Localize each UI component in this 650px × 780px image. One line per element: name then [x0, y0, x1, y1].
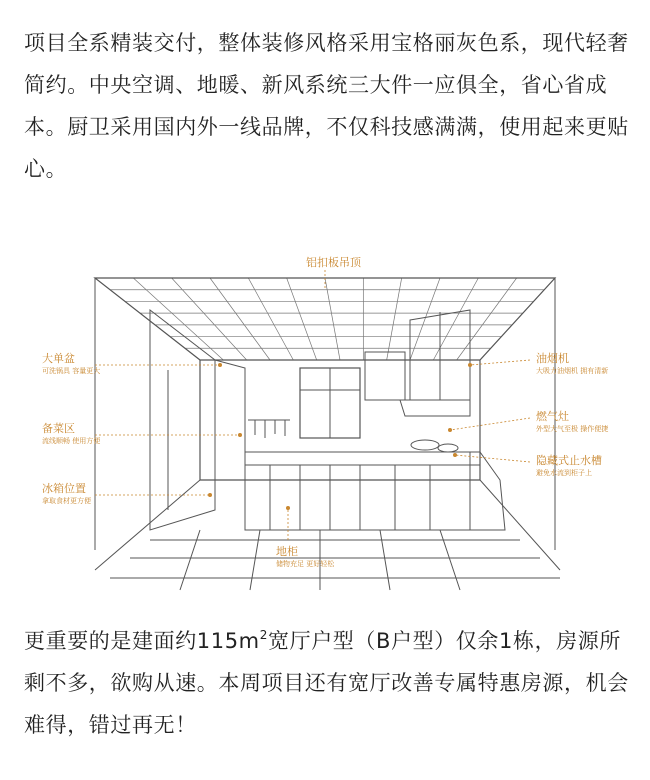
prep-area-sub: 流线顺畅 使用方便 — [42, 437, 101, 445]
backflow-sink-label: 隐藏式止水槽 — [536, 454, 602, 467]
ceiling-grid — [95, 278, 555, 360]
ceiling-label: 铝扣板吊顶 — [306, 256, 361, 269]
floor-cabinet-sub: 储物充足 更好轻松 — [276, 560, 335, 568]
floor-cabinet-label: 地柜 — [276, 545, 298, 558]
stove-sub: 外型大气至极 操作便捷 — [536, 425, 609, 433]
outro-text-before: 更重要的是建面约115m — [24, 629, 260, 653]
prep-area-label: 备菜区 — [42, 422, 75, 435]
hood-sub: 大吸力油烟机 拥有清新 — [536, 367, 609, 375]
sink-large-label: 大单盆 — [42, 352, 75, 365]
outro-paragraph — [24, 620, 632, 746]
outro-text-after: 宽厅户型（B户型）仅余1栋，房源所剩不多，欲购从速。本周项目还有宽厅改善专属特惠房源，机会难得，错过再无！ — [24, 629, 629, 737]
superscript-2: 2 — [259, 628, 268, 642]
fridge-label: 冰箱位置 — [42, 482, 86, 495]
sink-large-sub: 可洗锅具 容量更大 — [42, 367, 101, 375]
fridge-sub: 拿取食材更方便 — [42, 497, 91, 505]
hood-label: 油烟机 — [536, 352, 569, 365]
backflow-sink-sub: 避免水流到柜子上 — [536, 469, 592, 477]
stove-label: 燃气灶 — [536, 410, 569, 423]
intro-paragraph: 项目全系精装交付，整体装修风格采用宝格丽灰色系，现代轻奢简约。中央空调、地暖、新风系统三大件一应俱全，省心省成本。厨卫采用国内外一线品牌，不仅科技感满满，使用起来更贴心。 — [24, 31, 629, 181]
